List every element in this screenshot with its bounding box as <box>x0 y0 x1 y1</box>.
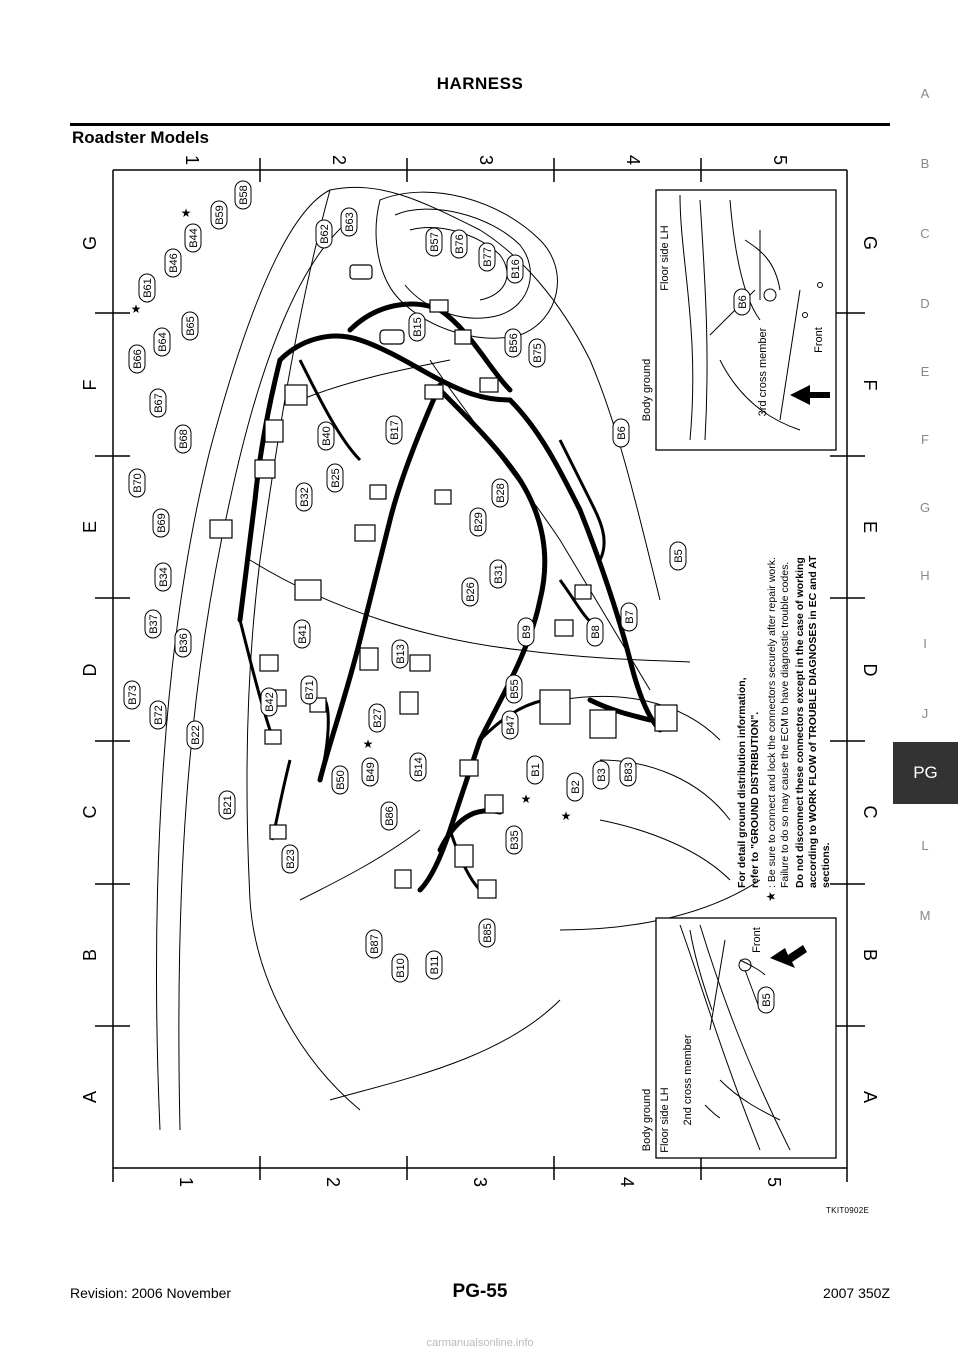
grid-letter-f-left: F <box>80 379 100 391</box>
connector-label-b41: B41 <box>297 624 309 644</box>
connector-label-b13: B13 <box>395 644 407 664</box>
connector-label-b40: B40 <box>321 426 333 446</box>
connector-label-b28: B28 <box>495 483 507 503</box>
star-icon: ★ <box>764 891 778 902</box>
grid-letter-e-left: E <box>80 520 100 534</box>
star-icon: ★ <box>520 792 532 806</box>
connector-label-b15: B15 <box>412 317 424 337</box>
inset-bottom-member: 2nd cross member <box>682 1034 694 1126</box>
connector-label-b64: B64 <box>157 332 169 352</box>
connector-label-b69: B69 <box>156 513 168 533</box>
grid-letter-c-right: C <box>860 805 880 819</box>
star-icon: ★ <box>180 206 192 220</box>
connector-label-b27: B27 <box>372 708 384 728</box>
grid-number-1-top: 1 <box>182 154 202 166</box>
connector-label-b25: B25 <box>330 468 342 488</box>
inset-top-front: Front <box>813 327 825 353</box>
inset-bottom-connector: B5 <box>761 993 773 1007</box>
grid-letter-f-right: F <box>860 379 880 391</box>
note-line-6: according to WORK FLOW of TROUBLE DIAGNOSES in EC and AT <box>807 555 819 888</box>
grid-number-2-top: 2 <box>329 154 349 166</box>
side-index-e[interactable]: E <box>920 364 930 379</box>
grid-letter-a-left: A <box>80 1090 100 1104</box>
connector-label-b3: B3 <box>596 768 608 782</box>
side-index-l[interactable]: L <box>921 838 929 853</box>
inset-top-connector: B6 <box>737 295 749 309</box>
notes-block <box>736 555 832 902</box>
side-index-c[interactable]: C <box>920 226 930 241</box>
watermark: carmanualsonline.info <box>426 1337 534 1349</box>
connector-label-b31: B31 <box>493 564 505 584</box>
connector-label-b49: B49 <box>365 762 377 782</box>
connector-label-b73: B73 <box>127 685 139 705</box>
connector-label-b34: B34 <box>158 567 170 587</box>
connector-label-b61: B61 <box>142 278 154 298</box>
connector-label-b29: B29 <box>473 512 485 532</box>
inset-top-member: 3rd cross member <box>757 327 769 417</box>
connector-label-b58: B58 <box>238 185 250 205</box>
side-index-f[interactable]: F <box>921 432 929 447</box>
note-line-3: : Be sure to connect and lock the connectors securely after repair work. <box>766 557 778 888</box>
connector-label-b75: B75 <box>532 343 544 363</box>
connector-label-b65: B65 <box>185 316 197 336</box>
grid-letter-b-left: B <box>80 948 100 962</box>
grid-letter-e-right: E <box>860 520 880 534</box>
connector-label-b55: B55 <box>509 679 521 699</box>
connector-label-b66: B66 <box>132 349 144 369</box>
grid-number-5-top: 5 <box>770 154 790 166</box>
grid-letter-g-left: G <box>80 235 100 251</box>
grid-number-3-bottom: 3 <box>470 1176 490 1188</box>
inset-top-body-ground: Body ground <box>641 358 653 422</box>
side-index-b[interactable]: B <box>920 156 930 171</box>
connector-label-b16: B16 <box>510 259 522 279</box>
connector-label-b62: B62 <box>319 224 331 244</box>
grid-number-4-bottom: 4 <box>617 1176 637 1188</box>
connector-label-b14: B14 <box>413 757 425 777</box>
connector-label-b77: B77 <box>482 247 494 267</box>
connector-label-b87: B87 <box>369 934 381 954</box>
inset-top-b6 <box>641 190 836 450</box>
grid-letter-d-left: D <box>80 663 100 677</box>
connector-label-b21: B21 <box>222 795 234 815</box>
connector-label-b35: B35 <box>509 830 521 850</box>
side-index-a[interactable]: A <box>920 86 930 101</box>
connector-label-b76: B76 <box>454 234 466 254</box>
section-title: Roadster Models <box>72 128 209 147</box>
connector-label-b68: B68 <box>178 429 190 449</box>
note-line-1: For detail ground distribution information, <box>736 677 748 888</box>
inset-bottom-front: Front <box>751 927 763 953</box>
inset-bottom-b5 <box>641 918 836 1158</box>
connector-label-b46: B46 <box>168 253 180 273</box>
connector-label-b2: B2 <box>570 780 582 794</box>
note-line-5: Do not disconnect these connectors except in the case of working <box>794 557 806 888</box>
connector-label-b5: B5 <box>673 549 685 563</box>
star-icon: ★ <box>560 809 572 823</box>
connector-label-b50: B50 <box>335 770 347 790</box>
connector-label-b36: B36 <box>178 633 190 653</box>
footer-page-number: PG-55 <box>452 1281 508 1302</box>
grid-letter-g-right: G <box>860 235 880 251</box>
connector-label-b26: B26 <box>465 582 477 602</box>
grid-letter-a-right: A <box>860 1090 880 1104</box>
page-header: HARNESS <box>436 74 524 93</box>
grid-number-3-top: 3 <box>476 154 496 166</box>
grid-number-5-bottom: 5 <box>764 1176 784 1188</box>
grid-number-4-top: 4 <box>623 154 643 166</box>
connector-label-b56: B56 <box>508 333 520 353</box>
grid-letter-c-left: C <box>80 805 100 819</box>
connector-label-b23: B23 <box>285 849 297 869</box>
side-index-i[interactable]: I <box>923 636 927 651</box>
connector-label-b59: B59 <box>214 205 226 225</box>
connector-label-b42: B42 <box>264 692 276 712</box>
connector-label-b8: B8 <box>590 625 602 639</box>
grid-number-1-bottom: 1 <box>176 1176 196 1188</box>
grid-letter-b-right: B <box>860 948 880 962</box>
connector-label-b11: B11 <box>429 955 441 975</box>
connector-label-b72: B72 <box>153 705 165 725</box>
note-line-4: Failure to do so may cause the ECM to have diagnostic trouble codes. <box>779 561 791 888</box>
connector-labels <box>124 181 686 982</box>
grid-number-2-bottom: 2 <box>323 1176 343 1188</box>
connector-label-b17: B17 <box>389 420 401 440</box>
connector-label-b9: B9 <box>521 625 533 639</box>
connector-label-b32: B32 <box>299 487 311 507</box>
footer-model: 2007 350Z <box>823 1285 890 1301</box>
connector-label-b6: B6 <box>616 426 628 440</box>
side-index-pg[interactable]: PG <box>893 742 958 804</box>
footer-revision: Revision: 2006 November <box>70 1285 232 1301</box>
connector-label-b67: B67 <box>153 393 165 413</box>
side-index-d[interactable]: D <box>920 296 930 311</box>
connector-label-b83: B83 <box>623 762 635 782</box>
side-index-j[interactable]: J <box>921 706 929 721</box>
connector-label-b63: B63 <box>344 212 356 232</box>
connector-label-b1: B1 <box>530 763 542 777</box>
star-icon: ★ <box>362 737 374 751</box>
inset-bottom-floor-side: Floor side LH <box>659 1087 671 1153</box>
connector-label-b57: B57 <box>429 232 441 252</box>
note-line-2: refer to "GROUND DISTRIBUTION". <box>749 711 761 888</box>
inset-bottom-body-ground: Body ground <box>641 1088 653 1152</box>
star-icon: ★ <box>130 302 142 316</box>
connector-label-b47: B47 <box>505 715 517 735</box>
figure-id: TKIT0902E <box>826 1206 870 1215</box>
connector-label-b70: B70 <box>132 473 144 493</box>
connector-label-b44: B44 <box>188 228 200 248</box>
connector-label-b7: B7 <box>624 610 636 624</box>
side-index-h[interactable]: H <box>920 568 930 583</box>
inset-top-floor-side: Floor side LH <box>659 225 671 291</box>
connector-label-b86: B86 <box>384 806 396 826</box>
note-line-7: sections. <box>820 842 832 888</box>
grid-letter-d-right: D <box>860 663 880 677</box>
side-index-m[interactable]: M <box>919 908 931 923</box>
connector-label-b37: B37 <box>148 614 160 634</box>
connector-label-b22: B22 <box>190 725 202 745</box>
connector-label-b10: B10 <box>395 958 407 978</box>
connector-label-b85: B85 <box>482 923 494 943</box>
connector-label-b71: B71 <box>304 680 316 700</box>
side-index-g[interactable]: G <box>919 500 931 515</box>
